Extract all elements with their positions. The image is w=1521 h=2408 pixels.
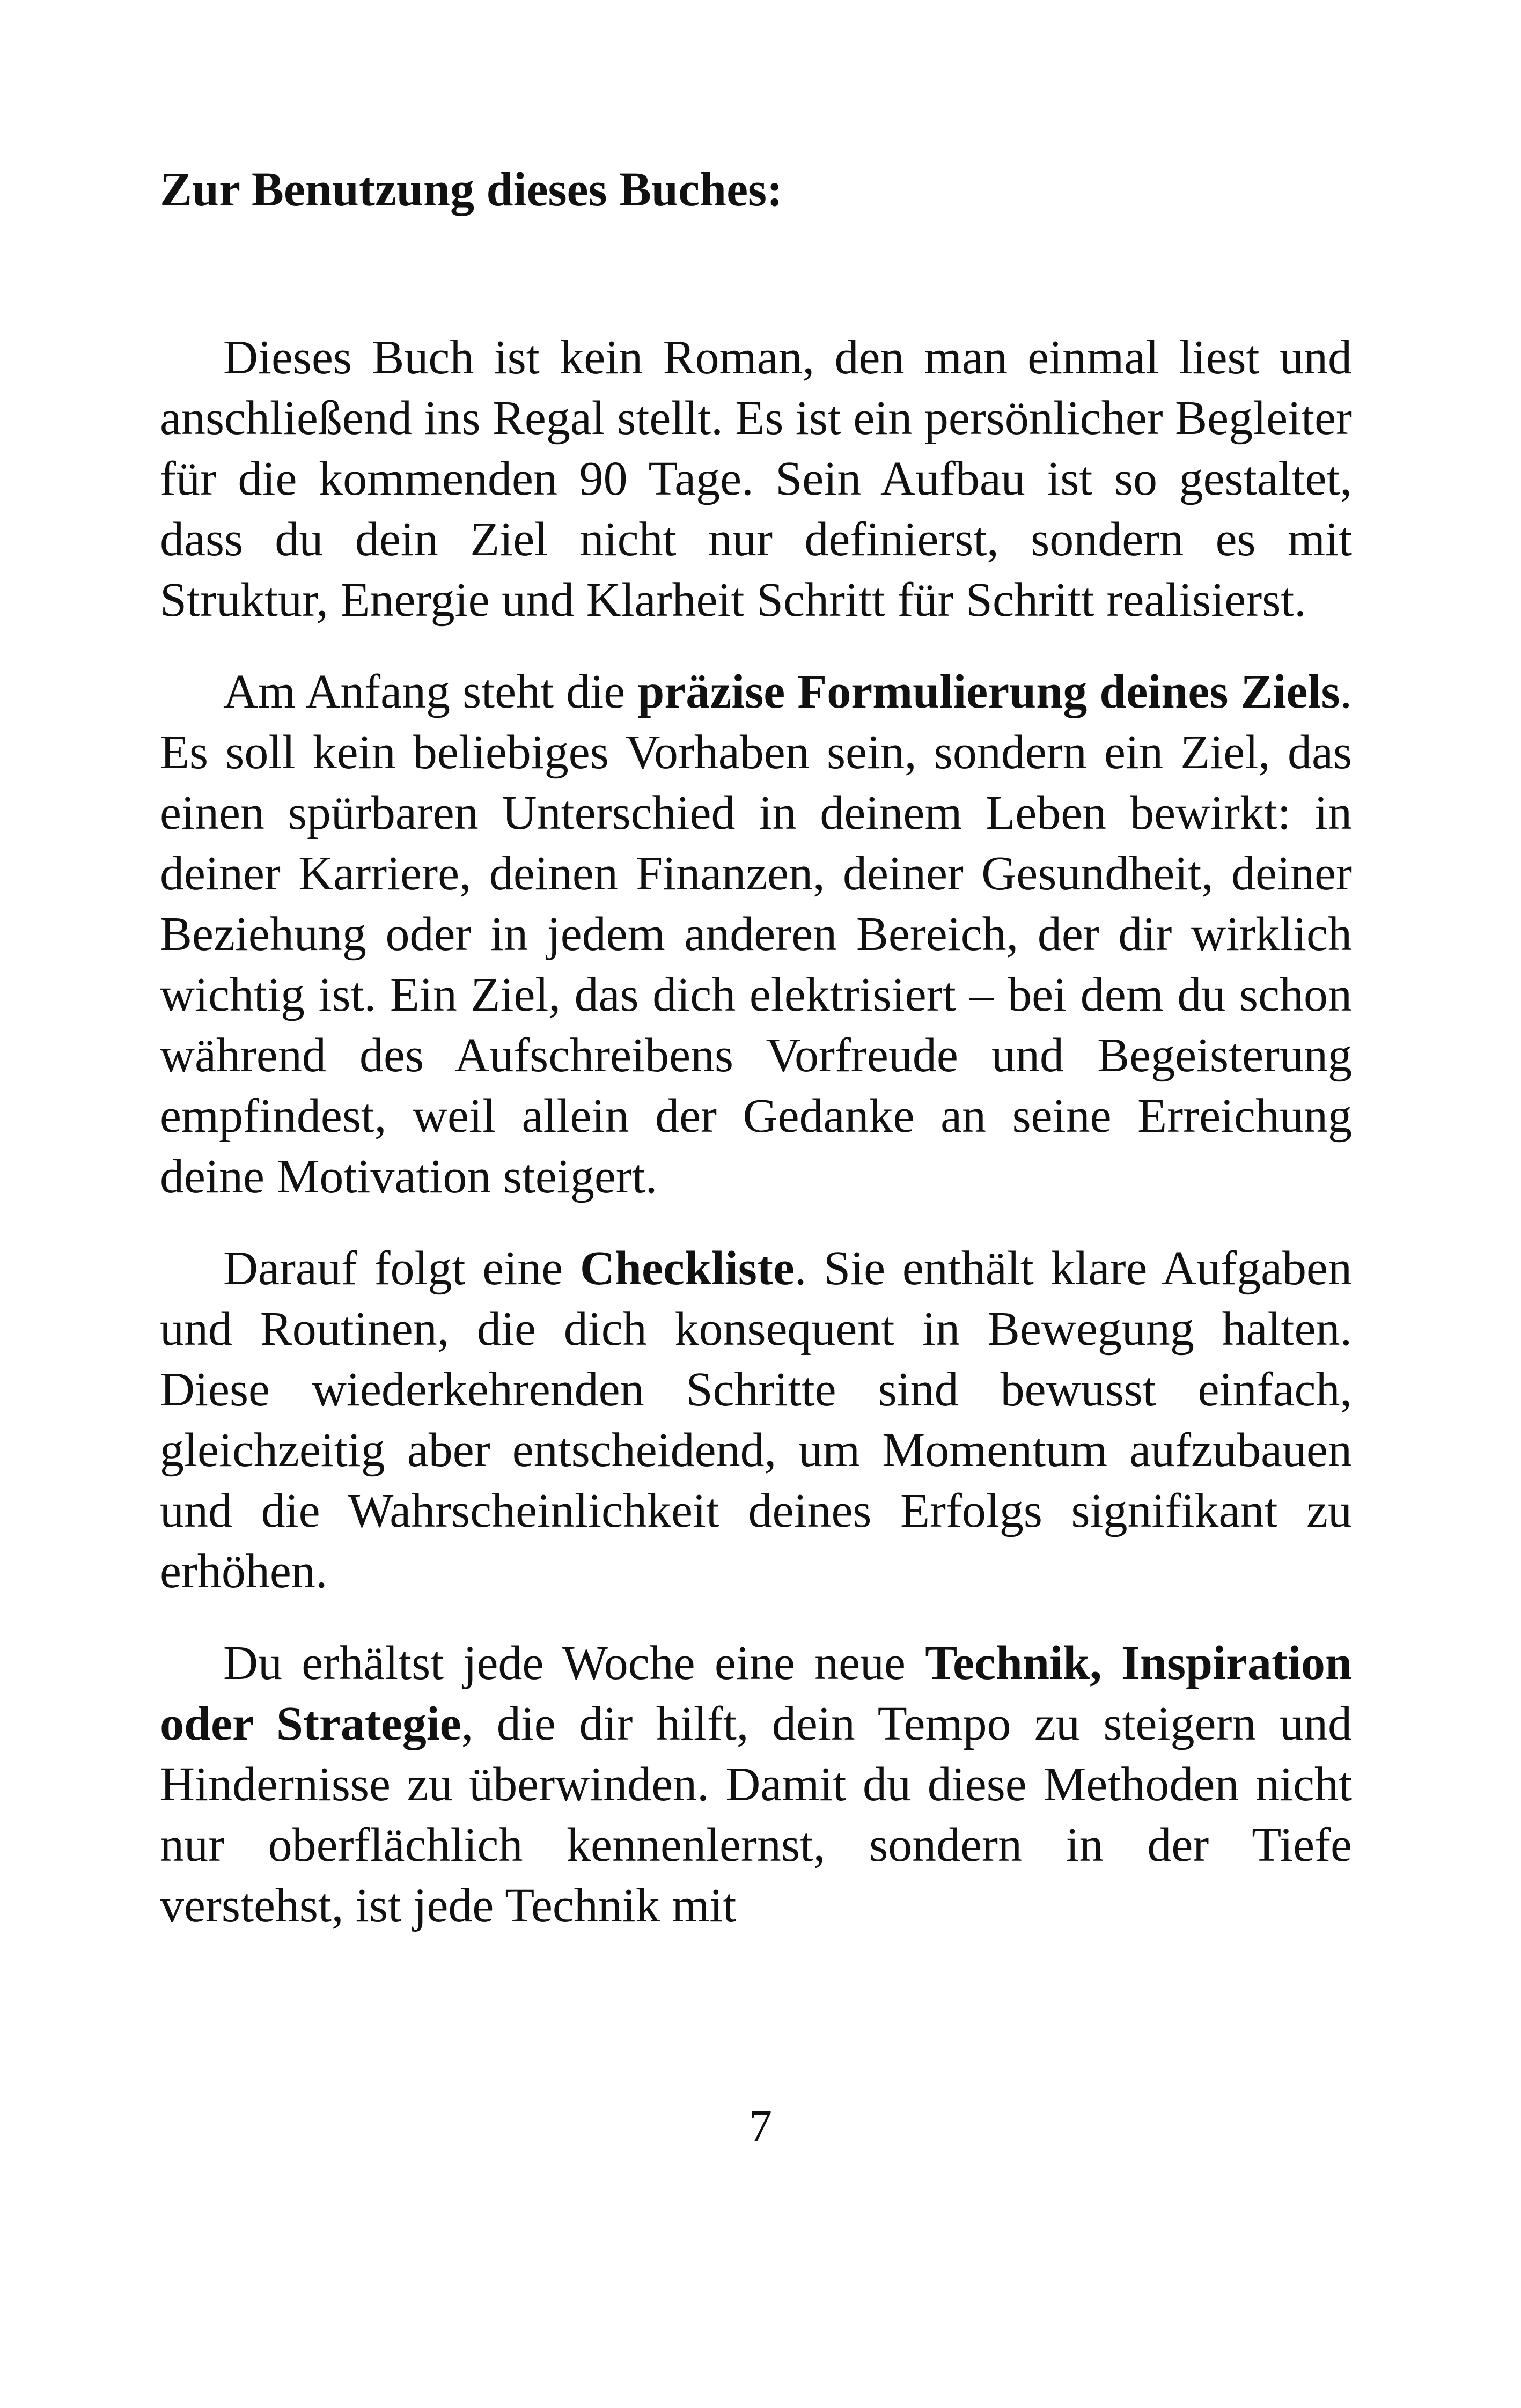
paragraph-3-before: Darauf folgt eine — [223, 1242, 580, 1295]
paragraph-2-emphasis: präzise Formulierung deines Ziels — [637, 665, 1340, 718]
paragraph-2-after: . Es soll kein beliebiges Vorhaben sein, sondern ein Ziel, das einen spürbaren Unterschied in deinem Leben bewirkt: in deiner Karriere, deinen Finanzen, deiner Gesundheit, deiner Beziehung oder in jedem anderen Bereich, der dir wirklich wichtig ist. Ein Ziel, das dich elektrisiert – bei dem du schon während des Aufschreibens Vorfreude und Begeisterung empfindest, weil allein der Gedanke an seine Erreichung deine Motivation steigert. — [160, 665, 1352, 1203]
paragraph-3-emphasis: Checkliste — [579, 1242, 795, 1295]
paragraph-3 — [160, 1238, 1352, 1602]
paragraph-2-before: Am Anfang steht die — [223, 665, 638, 718]
paragraph-4-emphasis: Technik, Inspiration oder Strategie — [160, 1637, 1353, 1750]
paragraph-4-after: , die dir hilft, dein Tempo zu steigern und Hindernisse zu überwinden. Damit du diese Methoden nicht nur oberflächlich kennenlernst, sondern in der Tiefe verstehst, ist jede Technik mit — [160, 1697, 1352, 1932]
page-number: 7 — [749, 2100, 772, 2152]
paragraph-3-after: . Sie enthält klare Aufgaben und Routinen, die dich konsequent in Bewegung halten. Diese wiederkehrenden Schritte sind bewusst einfach, gleichzeitig aber entscheidend, um Momentum aufzubauen und die Wahrscheinlichkeit deines Erfolgs signifikant zu erhöhen. — [160, 1242, 1352, 1598]
section-heading: Zur Benutzung dieses Buches: — [160, 163, 783, 216]
body-text — [160, 327, 1352, 1936]
paragraph-4 — [160, 1633, 1352, 1936]
paragraph-2 — [160, 661, 1352, 1207]
paragraph-4-before: Du erhältst jede Woche eine neue — [223, 1637, 925, 1690]
paragraph-1-text: Dieses Buch ist kein Roman, den man einmal liest und anschließend ins Regal stellt. Es ist ein persönlicher Begleiter für die kommenden 90 Tage. Sein Aufbau ist so gestaltet, dass du dein Ziel nicht nur definierst, sondern es mit Struktur, Energie und Klarheit Schritt für Schritt realisierst. — [160, 331, 1352, 627]
paragraph-1 — [160, 327, 1352, 630]
